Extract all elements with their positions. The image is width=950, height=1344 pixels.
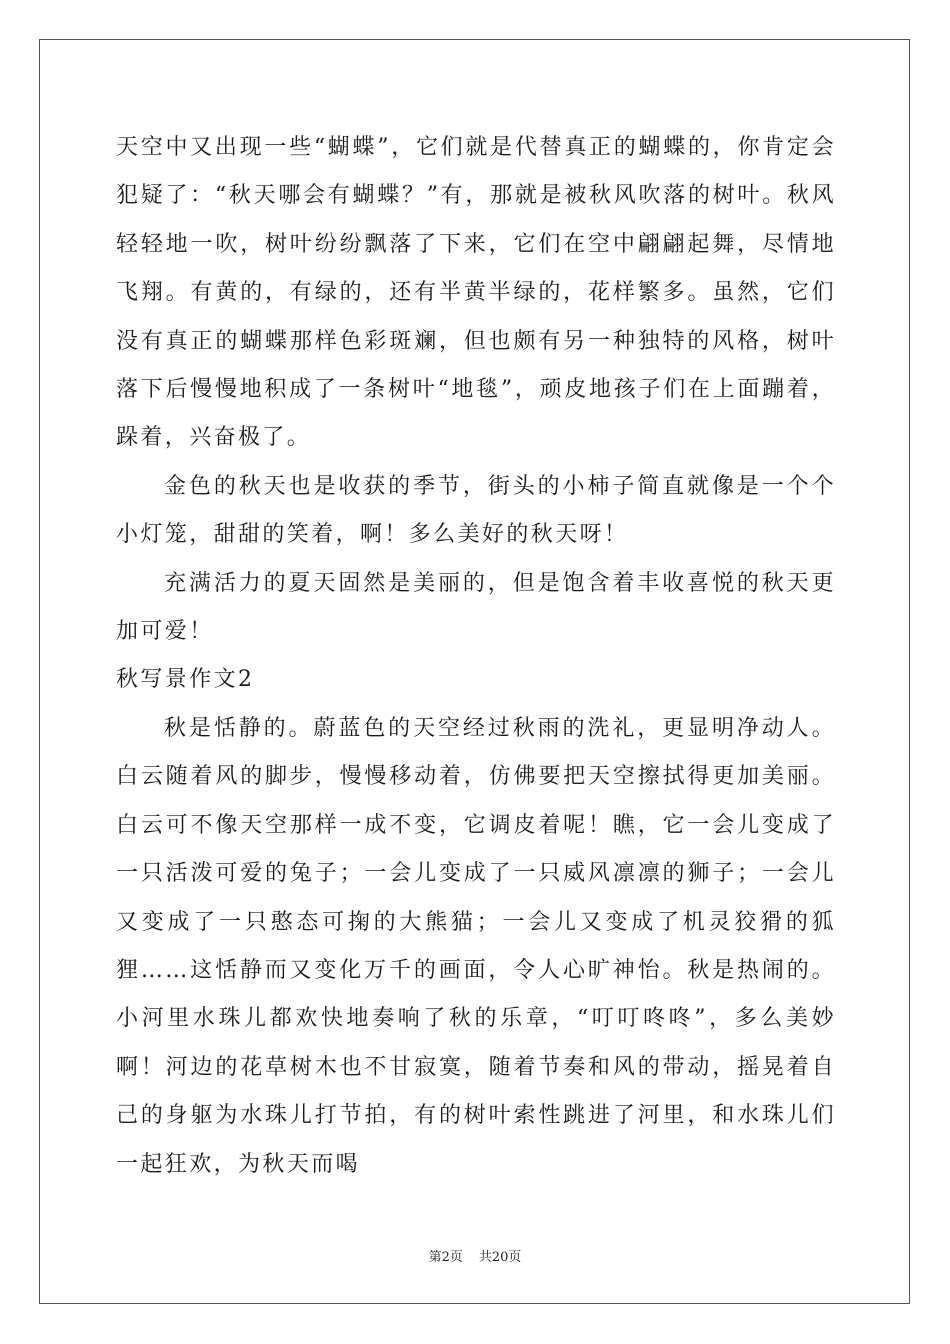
page-total: 共20页 <box>478 1250 522 1265</box>
document-body <box>116 124 836 1189</box>
paragraph-1: 天空中又出现一些“蝴蝶”，它们就是代替真正的蝴蝶的，你肯定会犯疑了：“秋天哪会有蝴蝶？”有，那就是被秋风吹落的树叶。秋风轻轻地一吹，树叶纷纷飘落了下来，它们在空中翩翩起舞，尽情地飞翔。有黄的，有绿的，还有半黄半绿的，花样繁多。虽然，它们没有真正的蝴蝶那样色彩斑斓，但也颇有另一种独特的风格，树叶落下后慢慢地积成了一条树叶“地毯”，顽皮地孩子们在上面蹦着，跺着，兴奋极了。 <box>116 135 836 451</box>
page-footer <box>0 1246 950 1265</box>
paragraph-2: 金色的秋天也是收获的季节，街头的小柿子简直就像是一个个小灯笼，甜甜的笑着，啊！多么美好的秋天呀！ <box>116 473 836 548</box>
section-title: 秋写景作文2 <box>116 667 255 693</box>
paragraph-3: 充满活力的夏天固然是美丽的，但是饱含着丰收喜悦的秋天更加可爱！ <box>116 570 836 645</box>
paragraph-4: 秋是恬静的。蔚蓝色的天空经过秋雨的洗礼，更显明净动人。白云随着风的脚步，慢慢移动着，仿佛要把天空擦拭得更加美丽。白云可不像天空那样一成不变，它调皮着呢！瞧，它一会儿变成了一只活泼可爱的兔子；一会儿变成了一只威风凛凛的狮子；一会儿又变成了一只憨态可掬的大熊猫；一会儿又变成了机灵狡猾的狐狸……这恬静而又变化万千的画面，令人心旷神怡。秋是热闹的。小河里水珠儿都欢快地奏响了秋的乐章，“叮叮咚咚”，多么美妙啊！河边的花草树木也不甘寂寞，随着节奏和风的带动，摇晃着自己的身躯为水珠儿打节拍，有的树叶索性跳进了河里，和水珠儿们一起狂欢，为秋天而喝 <box>116 715 836 1177</box>
page-number: 第2页 <box>428 1250 463 1265</box>
